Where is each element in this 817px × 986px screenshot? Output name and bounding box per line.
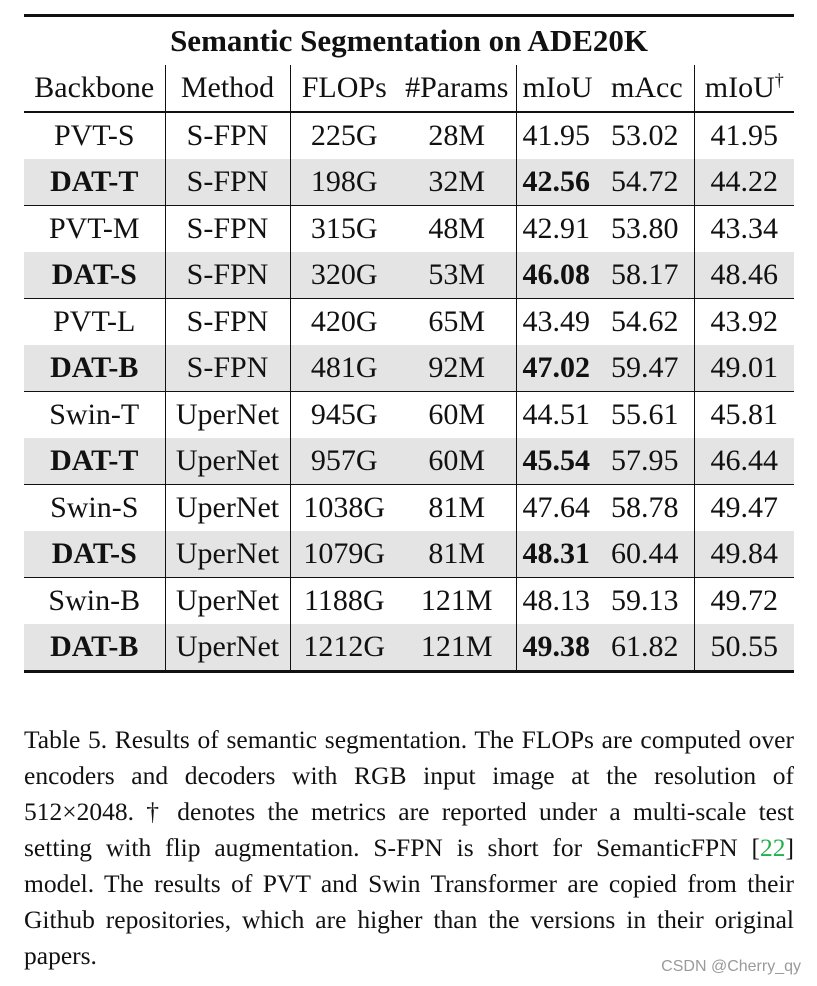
cell-flops: 1188G <box>290 578 398 625</box>
cell-miou-ms: 41.95 <box>710 119 779 152</box>
header-flops: FLOPs <box>290 65 398 112</box>
cell-method: S-FPN <box>165 299 290 346</box>
cell-macc: 59.13 <box>607 578 694 625</box>
cell-miou: 42.91 <box>516 206 607 253</box>
cell-backbone: DAT-T <box>24 159 165 206</box>
cell-flops: 957G <box>290 438 398 485</box>
table-row <box>24 624 794 672</box>
header-miou-ms <box>694 65 794 112</box>
cell-miou: 42.56 <box>516 159 607 206</box>
table-caption <box>24 722 794 974</box>
cell-backbone: PVT-M <box>24 206 165 253</box>
cell-miou: 41.95 <box>522 119 590 152</box>
cell-method: UperNet <box>165 578 290 625</box>
table-body <box>24 112 794 672</box>
table-row <box>24 299 794 346</box>
cell-miou-ms: 49.01 <box>694 345 794 392</box>
cell-flops: 320G <box>290 252 398 299</box>
cell-miou-ms: 43.92 <box>694 299 794 346</box>
cell-miou: 44.51 <box>516 392 607 439</box>
cell-macc: 59.47 <box>607 345 694 392</box>
table-row <box>24 578 794 625</box>
cell-params: 48M <box>398 206 516 253</box>
cell-miou-ms: 45.81 <box>694 392 794 439</box>
cell-macc: 54.62 <box>607 299 694 346</box>
cell-miou: 48.31 <box>516 531 607 578</box>
cell-method: S-FPN <box>165 345 290 392</box>
cell-flops: 1212G <box>290 624 398 672</box>
header-miou: mIoU <box>516 65 607 112</box>
cell-miou-ms: 50.55 <box>694 624 794 672</box>
cell-backbone: DAT-T <box>24 438 165 485</box>
cell-backbone: PVT-S <box>24 112 165 159</box>
cell-params: 121M <box>398 578 516 625</box>
cell-flops: 1079G <box>290 531 398 578</box>
cell-miou: 43.49 <box>516 299 607 346</box>
cell-macc: 57.95 <box>607 438 694 485</box>
cell-backbone: DAT-S <box>24 252 165 299</box>
cell-params: 81M <box>398 485 516 532</box>
cell-miou: 47.02 <box>516 345 607 392</box>
results-table-container <box>24 14 794 673</box>
cell-method: UperNet <box>165 624 290 672</box>
cell-miou-ms: 49.72 <box>694 578 794 625</box>
table-row <box>24 485 794 532</box>
caption-text-1: Table 5. Results of semantic segmentation. The FLOPs are computed over encoders and decoders with RGB input image at the resolution of 512×2048. † denotes the metrics are reported under a multi-scale test setting with flip augmentation. S-FPN is short for SemanticFPN [ <box>24 725 794 862</box>
table-row <box>24 252 794 299</box>
cell-flops: 420G <box>290 299 398 346</box>
cell-method: S-FPN <box>165 112 290 159</box>
cell-miou: 49.38 <box>516 624 607 672</box>
watermark: CSDN @Cherry_qy <box>661 958 801 975</box>
cell-miou-ms: 48.46 <box>694 252 794 299</box>
cell-macc: 53.80 <box>607 206 694 253</box>
cell-params: 121M <box>398 624 516 672</box>
cell-miou-ms: 43.34 <box>694 206 794 253</box>
cell-params: 65M <box>398 299 516 346</box>
cell-macc: 60.44 <box>607 531 694 578</box>
cell-params: 92M <box>398 345 516 392</box>
table-row <box>24 392 794 439</box>
header-method: Method <box>165 65 290 112</box>
cell-flops: 945G <box>290 392 398 439</box>
cell-macc: 58.17 <box>607 252 694 299</box>
cell-params: 53M <box>398 252 516 299</box>
cell-flops: 198G <box>290 159 398 206</box>
cell-params: 60M <box>398 438 516 485</box>
cell-method: S-FPN <box>165 159 290 206</box>
table-row <box>24 531 794 578</box>
caption-text-2: ] model. The results of PVT and Swin Transformer are copied from their Github repositories, which are higher than the versions in their original papers. <box>24 833 794 970</box>
cell-macc: 53.02 <box>607 112 694 159</box>
cell-method: S-FPN <box>165 252 290 299</box>
table-row <box>24 438 794 485</box>
cell-miou: 46.08 <box>516 252 607 299</box>
cell-miou: 47.64 <box>516 485 607 532</box>
cell-macc: 54.72 <box>607 159 694 206</box>
cell-params: 81M <box>398 531 516 578</box>
cell-flops: 481G <box>290 345 398 392</box>
cell-method: UperNet <box>165 438 290 485</box>
table-row <box>24 159 794 206</box>
cell-macc: 58.78 <box>607 485 694 532</box>
cell-method: S-FPN <box>165 206 290 253</box>
cell-params: 28M <box>398 112 516 159</box>
header-macc: mAcc <box>607 65 694 112</box>
header-backbone: Backbone <box>24 65 165 112</box>
cell-backbone: PVT-L <box>24 299 165 346</box>
cell-miou-ms: 49.47 <box>694 485 794 532</box>
cell-backbone: Swin-S <box>24 485 165 532</box>
table-title: Semantic Segmentation on ADE20K <box>24 16 794 66</box>
cell-macc: 55.61 <box>607 392 694 439</box>
table-row <box>24 112 794 159</box>
cell-params: 60M <box>398 392 516 439</box>
table-row <box>24 206 794 253</box>
cell-params: 32M <box>398 159 516 206</box>
cell-method: UperNet <box>165 392 290 439</box>
cell-backbone: DAT-B <box>24 624 165 672</box>
cell-backbone: DAT-B <box>24 345 165 392</box>
cell-flops: 1038G <box>290 485 398 532</box>
header-miou-ms-label: mIoU <box>704 71 775 104</box>
cell-flops: 225G <box>310 119 378 152</box>
dagger-mark: † <box>774 70 784 90</box>
cell-flops: 315G <box>290 206 398 253</box>
cell-miou: 45.54 <box>516 438 607 485</box>
cell-miou: 48.13 <box>516 578 607 625</box>
cell-backbone: Swin-T <box>24 392 165 439</box>
cell-miou-ms: 49.84 <box>694 531 794 578</box>
cell-macc: 61.82 <box>607 624 694 672</box>
header-params: #Params <box>398 65 516 112</box>
results-table <box>24 14 794 673</box>
cell-miou-ms: 44.22 <box>694 159 794 206</box>
cell-backbone: Swin-B <box>24 578 165 625</box>
cell-backbone: DAT-S <box>24 531 165 578</box>
cell-miou-ms: 46.44 <box>694 438 794 485</box>
cell-method: UperNet <box>165 485 290 532</box>
cell-method: UperNet <box>165 531 290 578</box>
citation-link[interactable]: 22 <box>760 833 786 862</box>
table-row <box>24 345 794 392</box>
